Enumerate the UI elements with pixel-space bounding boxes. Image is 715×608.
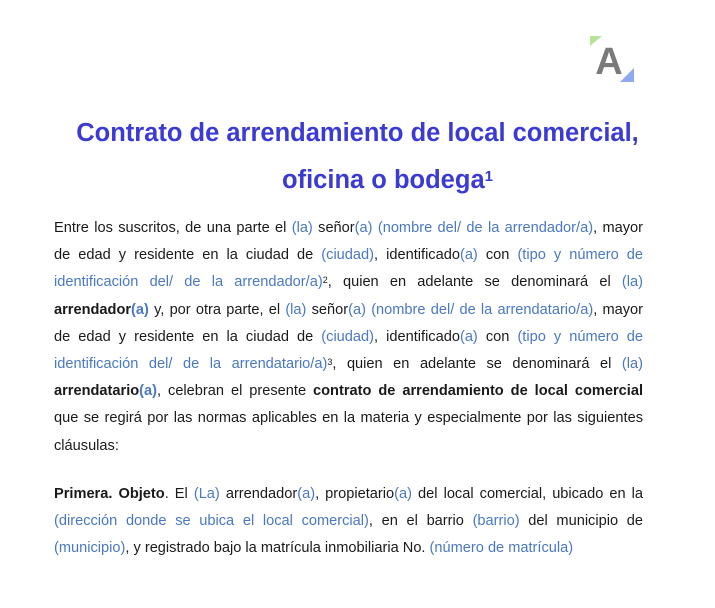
brand-logo-icon — [588, 36, 638, 84]
title-text: oficina o bodega — [282, 166, 485, 194]
text-run: , mayor de edad y residente en la ciudad de — [54, 220, 644, 264]
placeholder-field: (La) — [193, 486, 220, 502]
text-run: con — [477, 328, 518, 345]
bold-term: contrato de arrendamiento de local comercial — [313, 383, 644, 400]
placeholder-field: (la) — [621, 274, 644, 291]
text-run: , identificado — [374, 328, 460, 345]
text-run: señor — [306, 301, 349, 318]
document-title-line2 — [30, 165, 715, 195]
text-run: , identificado — [374, 247, 460, 264]
placeholder-field: (ciudad) — [321, 247, 375, 264]
placeholder-field: (número de matrícula) — [429, 540, 574, 557]
logo-letter: A — [595, 41, 623, 83]
text-run: , en el barrio — [368, 513, 473, 530]
bold-placeholder-field: (a) — [139, 383, 158, 400]
bold-placeholder-field: (a) — [131, 301, 149, 318]
placeholder-field: (a) — [459, 247, 478, 264]
placeholder-field: (a) — [297, 486, 316, 502]
placeholder-field: (a) — [354, 220, 373, 236]
text-run: , quien en adelante se denominará el — [332, 356, 622, 373]
bold-term: arrendatario — [54, 383, 140, 400]
text-run: con — [477, 247, 518, 264]
placeholder-field: (la) — [621, 356, 644, 373]
placeholder-field: (a) — [459, 328, 478, 345]
placeholder-field: (nombre del/ de la arrendador/a) — [377, 220, 594, 236]
text-run: , celebran el presente — [157, 383, 314, 400]
text-run: arrendador — [219, 486, 298, 502]
placeholder-field: (la) — [285, 301, 307, 318]
text-run: . El — [164, 486, 194, 502]
footnote-ref: 3 — [327, 357, 333, 368]
placeholder-field: (a) — [394, 486, 412, 502]
placeholder-field: (tipo y número de identificación del/ de la arrendatario/a) — [54, 328, 643, 373]
text-run: , mayor de edad y residente en la ciudad de — [54, 301, 644, 345]
text-run: que se regirá por las normas aplicables en la materia y especialmente por las siguientes cláusulas: — [54, 410, 643, 454]
placeholder-field: (municipio) — [54, 540, 126, 557]
text-run: , propietario — [315, 486, 395, 502]
paragraph-intro — [54, 215, 643, 460]
placeholder-field: (dirección donde se ubica el local comercial) — [54, 513, 369, 530]
bold-term: Primera. Objeto — [54, 486, 165, 502]
bold-term: arrendador — [54, 301, 132, 318]
placeholder-field: (barrio) — [472, 513, 520, 530]
text-run: , y registrado bajo la matrícula inmobiliaria No. — [125, 540, 430, 557]
text-run: Entre los suscritos, de una parte el — [54, 220, 292, 236]
text-run: del municipio de — [519, 513, 643, 530]
footnote-ref: 2 — [322, 275, 328, 286]
placeholder-field: (a) — [348, 301, 366, 318]
text-run: señor — [312, 220, 355, 236]
text-run: y, por otra parte, el — [148, 301, 286, 318]
paragraph-clause-first — [54, 481, 643, 563]
placeholder-field: (la) — [291, 220, 313, 236]
document-title-line1: Contrato de arrendamiento de local comercial, — [76, 119, 639, 147]
text-run: , quien en adelante se denominará el — [327, 274, 622, 291]
text-run: del local comercial, ubicado en la — [412, 486, 644, 502]
placeholder-field: (tipo y número de identificación del/ de la arrendador/a) — [54, 247, 643, 291]
title-footnote-ref: 1 — [484, 168, 493, 185]
placeholder-field: (ciudad) — [321, 328, 375, 345]
placeholder-field: (nombre del/ de la arrendatario/a) — [371, 301, 594, 318]
